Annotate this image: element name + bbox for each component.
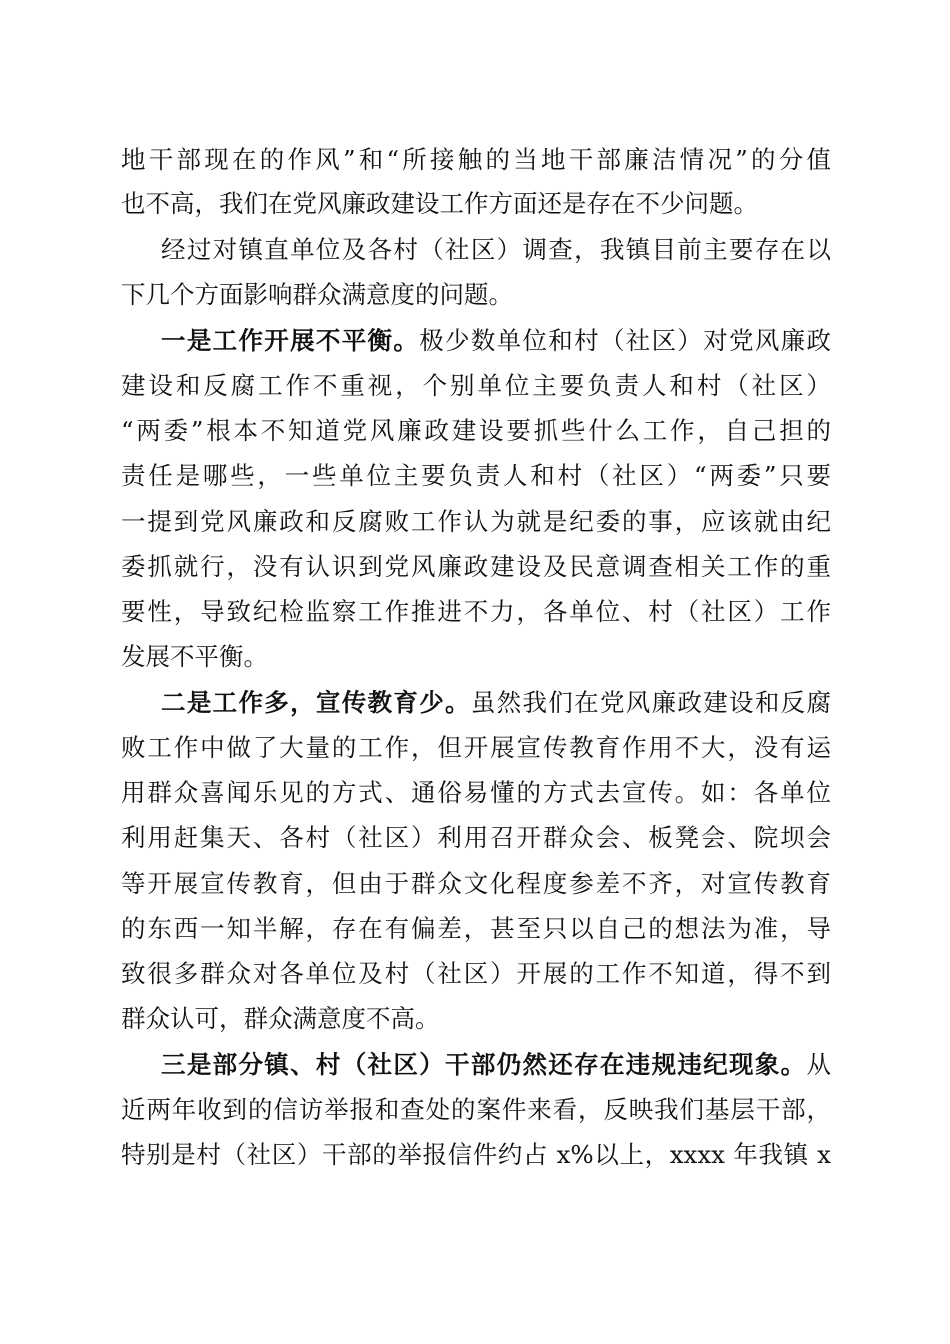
paragraph-line: 下几个方面影响群众满意度的问题。 xyxy=(121,280,513,309)
paragraph-line: 利用赶集天、各村（社区）利用召开群众会、板凳会、院坝会 xyxy=(121,823,831,852)
paragraph-line: 的东西一知半解，存在有偏差，甚至只以自己的想法为准，导 xyxy=(121,914,831,943)
paragraph-first-line xyxy=(161,681,831,725)
paragraph-heading: 一是工作开展不平衡。 xyxy=(161,326,420,355)
paragraph-line: 经过对镇直单位及各村（社区）调查，我镇目前主要存在以 xyxy=(161,235,831,264)
paragraph-line: 败工作中做了大量的工作，但开展宣传教育作用不大，没有运 xyxy=(121,733,831,762)
paragraph-first-line xyxy=(161,319,831,363)
paragraph-line: 用群众喜闻乐见的方式、通俗易懂的方式去宣传。如：各单位 xyxy=(121,778,831,807)
paragraph-line: 一提到党风廉政和反腐败工作认为就是纪委的事，应该就由纪 xyxy=(121,507,831,536)
paragraph-line: 要性，导致纪检监察工作推进不力，各单位、村（社区）工作 xyxy=(121,597,831,626)
paragraph-heading: 三是部分镇、村（社区）干部仍然还存在违规违纪现象。 xyxy=(161,1050,807,1079)
paragraph-line: 等开展宣传教育，但由于群众文化程度参差不齐，对宣传教育 xyxy=(121,869,831,898)
paragraph-line: “两委”根本不知道党风廉政建设要抓些什么工作，自己担的 xyxy=(121,416,831,445)
paragraph-text: 虽然我们在党风廉政建设和反腐 xyxy=(470,688,831,717)
paragraph-text: 极少数单位和村（社区）对党风廉政 xyxy=(419,326,831,355)
paragraph-line: 致很多群众对各单位及村（社区）开展的工作不知道，得不到 xyxy=(121,959,831,988)
paragraph-line: 委抓就行，没有认识到党风廉政建设及民意调查相关工作的重 xyxy=(121,552,831,581)
paragraph-line: 建设和反腐工作不重视，个别单位主要负责人和村（社区） xyxy=(121,371,831,400)
paragraph-line: 特别是村（社区）干部的举报信件约占 x%以上，xxxx 年我镇 x xyxy=(121,1140,831,1169)
paragraph-line: 责任是哪些，一些单位主要负责人和村（社区）“两委”只要 xyxy=(121,461,831,490)
paragraph-heading: 二是工作多，宣传教育少。 xyxy=(161,688,471,717)
paragraph-line: 地干部现在的作风”和“所接触的当地干部廉洁情况”的分值 xyxy=(121,145,831,174)
paragraph-text: 从 xyxy=(806,1050,831,1079)
paragraph-line: 发展不平衡。 xyxy=(121,642,268,671)
paragraph-line: 群众认可，群众满意度不高。 xyxy=(121,1004,440,1033)
paragraph-first-line xyxy=(161,1043,831,1087)
paragraph-line: 近两年收到的信访举报和查处的案件来看，反映我们基层干部， xyxy=(121,1095,831,1124)
paragraph-line: 也不高，我们在党风廉政建设工作方面还是存在不少问题。 xyxy=(121,189,758,218)
